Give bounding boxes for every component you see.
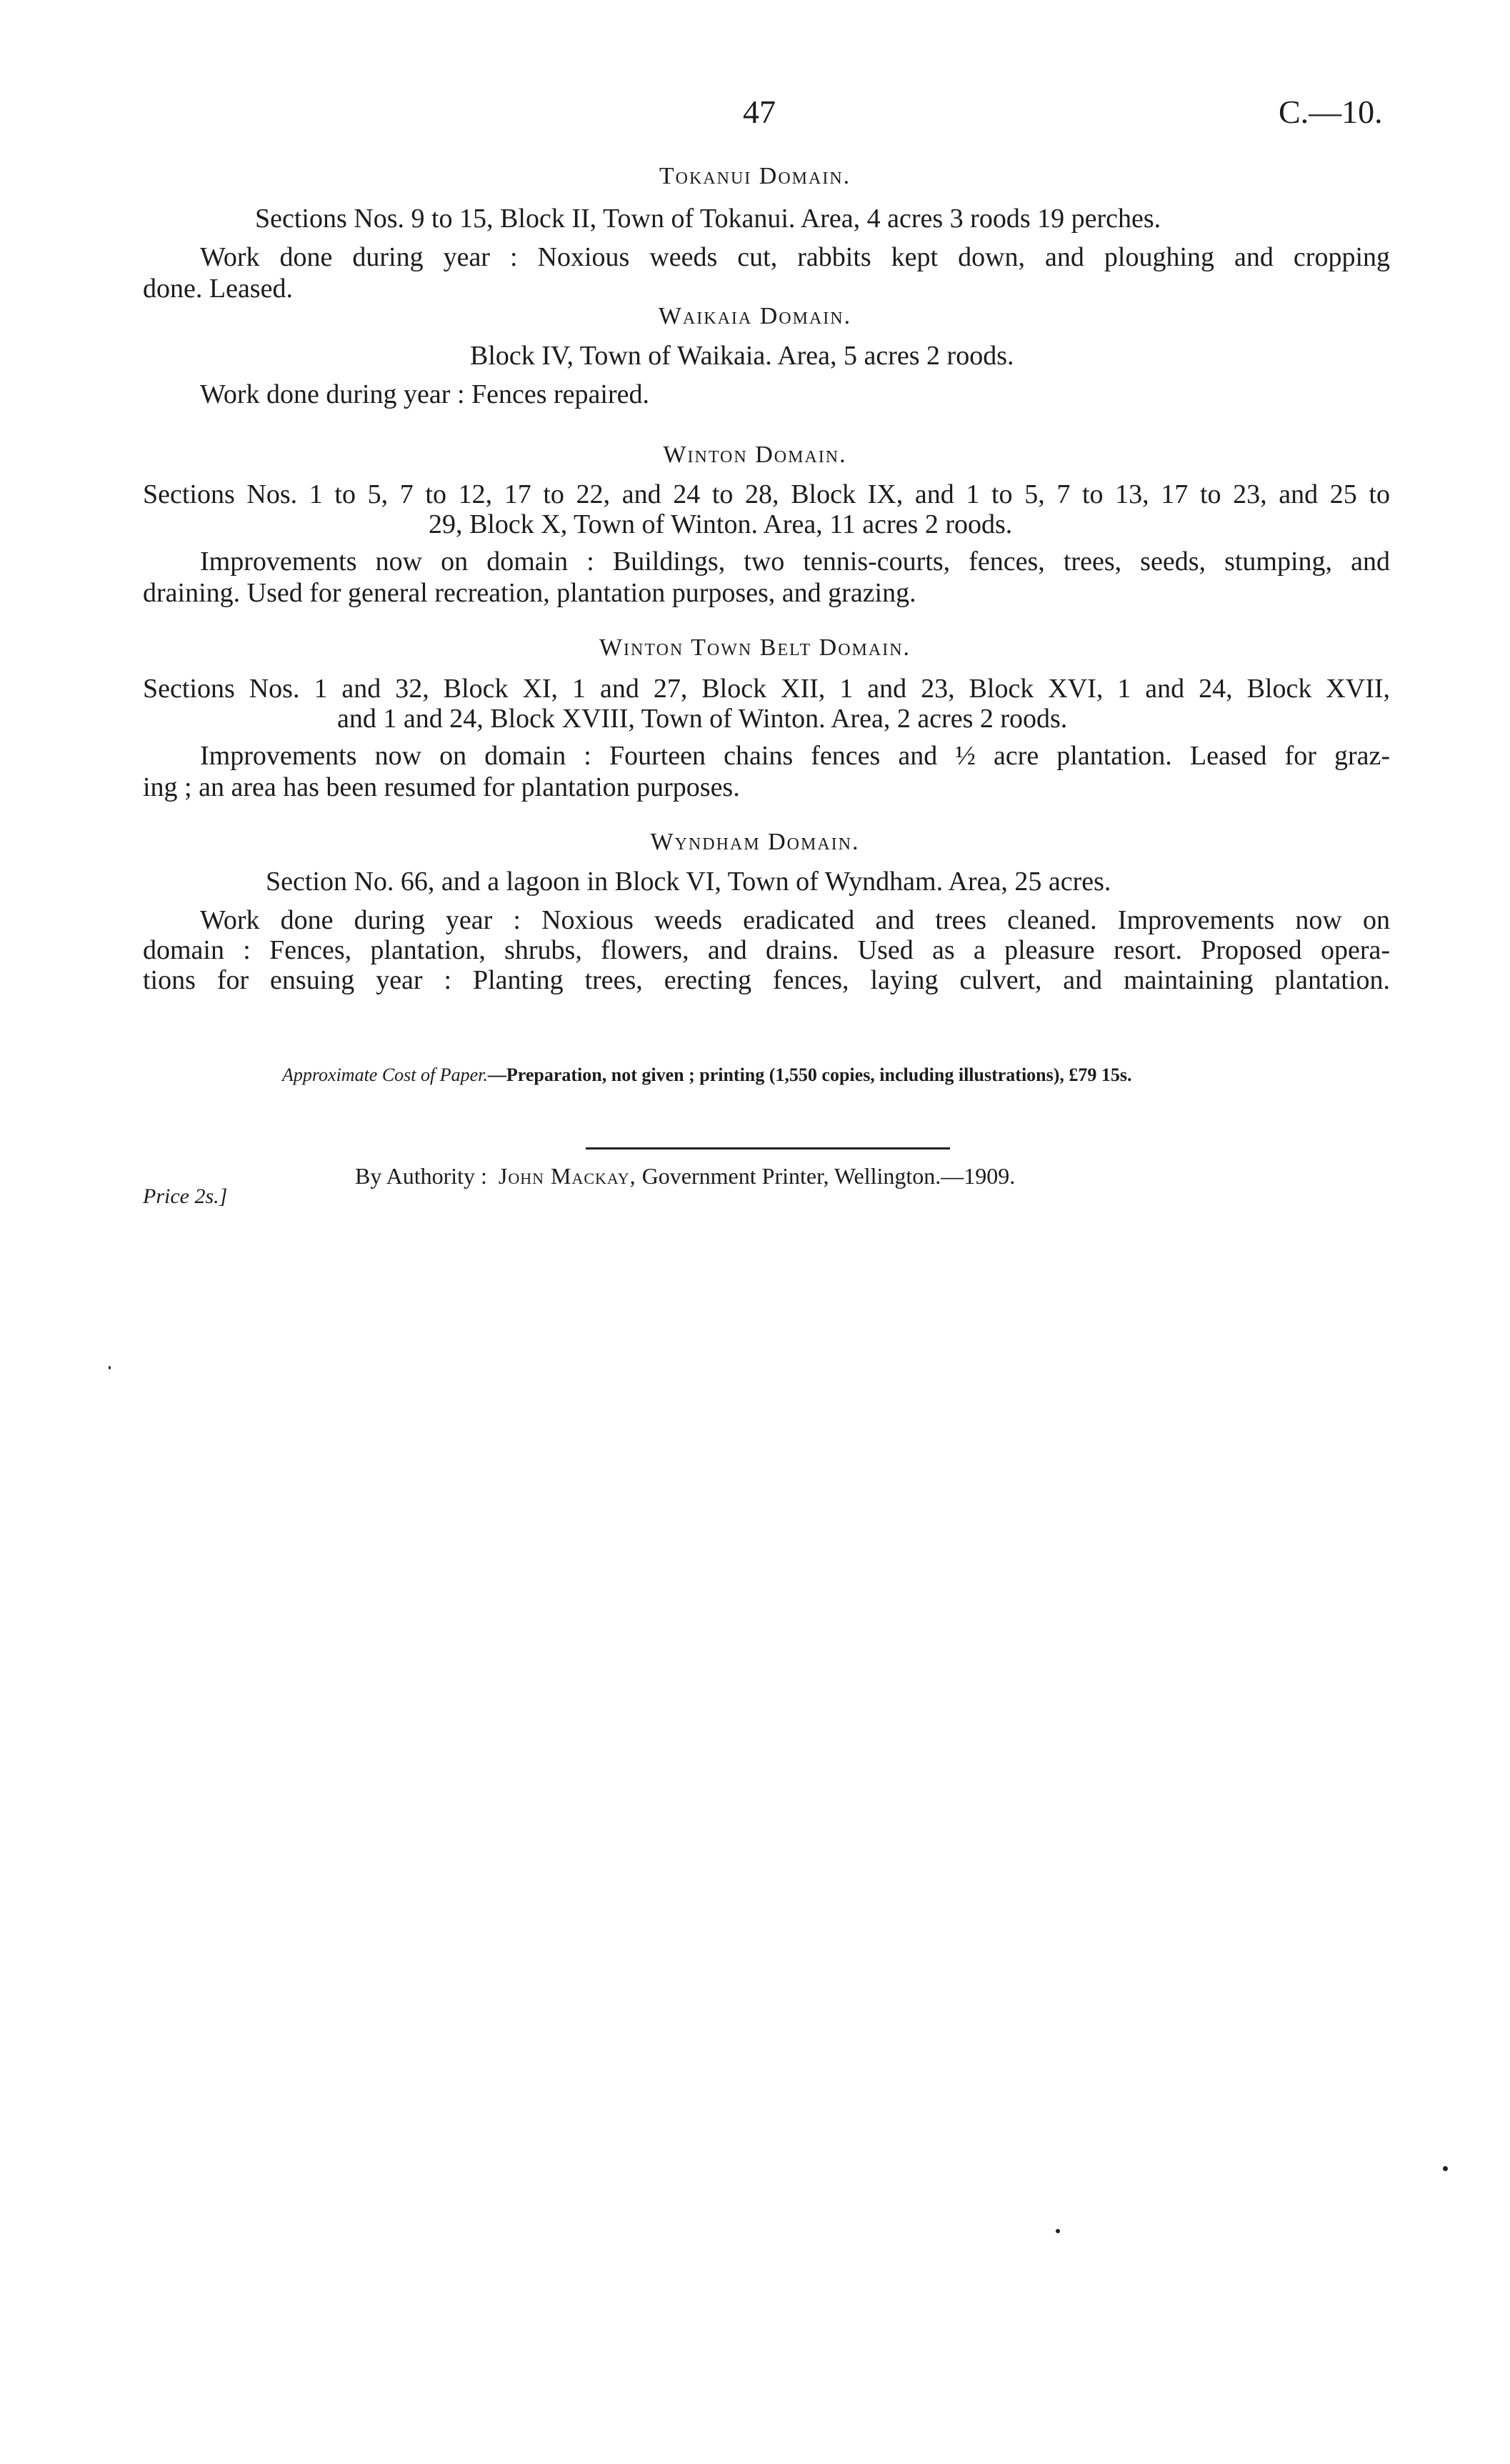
section-heading: Waikaia Domain. [658, 303, 852, 329]
section-line: Improvements now on domain : Fourteen chains fences and ½ acre plantation. Leased for graz- [200, 741, 1390, 771]
section-heading: Tokanui Domain. [659, 163, 851, 189]
section-line: Work done during year : Fences repaired. [200, 379, 649, 409]
section-heading: Winton Town Belt Domain. [599, 634, 911, 661]
scan-speck [1443, 2166, 1448, 2171]
page-number: 47 [743, 94, 776, 130]
price-note: Price 2s.] [143, 1184, 228, 1208]
section-line: done. Leased. [143, 274, 293, 304]
scan-speck [109, 1366, 111, 1370]
section-line: Sections Nos. 1 to 5, 7 to 12, 17 to 22, and 24 to 28, Block IX, and 1 to 5, 7 to 13, 17 to 23, and 25 to [143, 479, 1390, 509]
section-heading: Wyndham Domain. [650, 829, 860, 855]
cost-text: —Preparation, not given ; printing (1,550 copies, including illustrations), £79 15s. [487, 1064, 1132, 1085]
section-line: Section No. 66, and a lagoon in Block VI, Town of Wyndham. Area, 25 acres. [266, 867, 1111, 897]
section-line: Block IV, Town of Waikaia. Area, 5 acres 2 roods. [470, 341, 1014, 371]
section-line: domain : Fences, plantation, shrubs, flowers, and drains. Used as a pleasure resort. Proposed opera- [143, 935, 1390, 965]
document-reference: C.—10. [1279, 94, 1383, 130]
section-line: ing ; an area has been resumed for plantation purposes. [143, 772, 740, 802]
section-line: Work done during year : Noxious weeds cut, rabbits kept down, and ploughing and cropping [200, 242, 1390, 272]
printer-name: John Mackay, [498, 1163, 636, 1189]
section-line: Sections Nos. 1 and 32, Block XI, 1 and 27, Block XII, 1 and 23, Block XVI, 1 and 24, Block XVII, [143, 674, 1390, 704]
section-line: Sections Nos. 9 to 15, Block II, Town of Tokanui. Area, 4 acres 3 roods 19 perches. [255, 204, 1161, 234]
authority-line [355, 1163, 1015, 1189]
authority-suffix: Government Printer, Wellington.—1909. [641, 1163, 1016, 1189]
authority-prefix: By Authority : [355, 1163, 487, 1189]
cost-label: Approximate Cost of Paper. [282, 1064, 488, 1085]
section-line: and 1 and 24, Block XVIII, Town of Winton. Area, 2 acres 2 roods. [337, 704, 1068, 734]
section-line: Improvements now on domain : Buildings, two tennis-courts, fences, trees, seeds, stumping, and [200, 547, 1390, 577]
section-line: tions for ensuing year : Planting trees, erecting fences, laying culvert, and maintaining plantation. [143, 965, 1390, 995]
scan-speck [1056, 2229, 1060, 2233]
section-line: 29, Block X, Town of Winton. Area, 11 acres 2 roods. [429, 509, 1013, 539]
section-line: Work done during year : Noxious weeds eradicated and trees cleaned. Improvements now on [200, 905, 1390, 935]
section-line: draining. Used for general recreation, plantation purposes, and grazing. [143, 578, 916, 608]
section-heading: Winton Domain. [663, 442, 847, 468]
cost-note [282, 1064, 1132, 1086]
divider-rule [586, 1147, 950, 1149]
